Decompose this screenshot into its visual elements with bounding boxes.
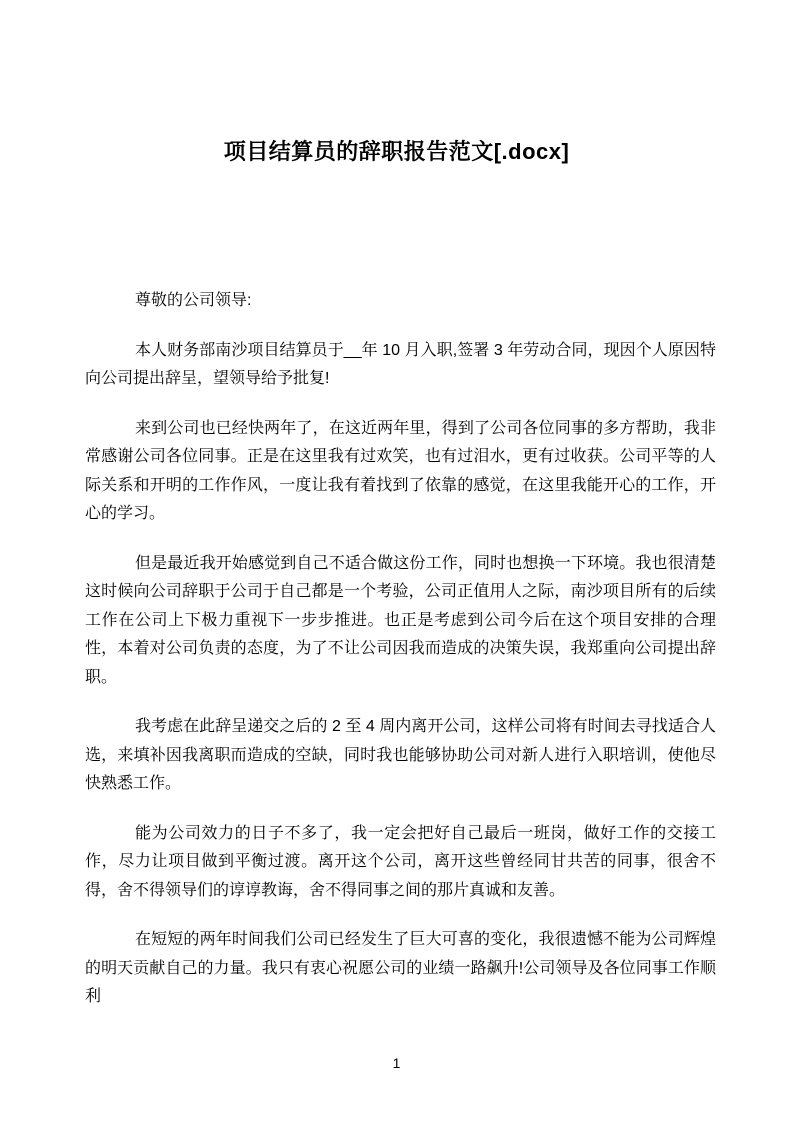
paragraph-reason: 但是最近我开始感觉到自己不适合做这份工作，同时也想换一下环境。我也很清楚这时候向公司辞职于公司于自己都是一个考验，公司正值用人之际，南沙项目所有的后续工作在公司上下极力重视下一步步推进。也正是考虑到公司今后在这个项目安排的合理性，本着对公司负责的态度，为了不让公司因我而造成的决策失误，我郑重向公司提出辞职。 <box>85 554 716 686</box>
page-number: 1 <box>392 1055 401 1071</box>
paragraph-wishes: 在短短的两年时间我们公司已经发生了巨大可喜的变化，我很遗憾不能为公司辉煌的明天贡献自己的力量。我只有衷心祝愿公司的业绩一路飙升!公司领导及各位同事工作顺利 <box>85 931 716 1005</box>
paragraph-handover: 能为公司效力的日子不多了，我一定会把好自己最后一班岗，做好工作的交接工作，尽力让项目做到平衡过渡。离开这个公司，离开这些曾经同甘共苦的同事，很舍不得，舍不得领导们的谆谆教诲，舍不得同事之间的那片真诚和友善。 <box>85 824 716 899</box>
paragraph-intro: 本人财务部南沙项目结算员于__年 10 月入职,签署 3 年劳动合同，现因个人原因特向公司提出辞呈，望领导给予批复! <box>85 341 716 387</box>
paragraph-notice-period: 我考虑在此辞呈递交之后的 2 至 4 周内离开公司，这样公司将有时间去寻找适合人选，来填补因我离职而造成的空缺，同时我也能够协助公司对新人进行入职培训，使他尽快熟悉工作。 <box>85 718 716 792</box>
document-title: 项目结算员的辞职报告范文[.docx] <box>223 139 570 164</box>
paragraph-gratitude: 来到公司也已经快两年了，在这近两年里，得到了公司各位同事的多方帮助，我非常感谢公司各位同事。正是在这里我有过欢笑，也有过泪水，更有过收获。公司平等的人际关系和开明的工作作风，一度让我有着找到了依靠的感觉，在这里我能开心的工作，开心的学习。 <box>85 419 716 522</box>
paragraph-salutation: 尊敬的公司领导: <box>135 292 252 309</box>
document-body <box>85 287 716 1012</box>
